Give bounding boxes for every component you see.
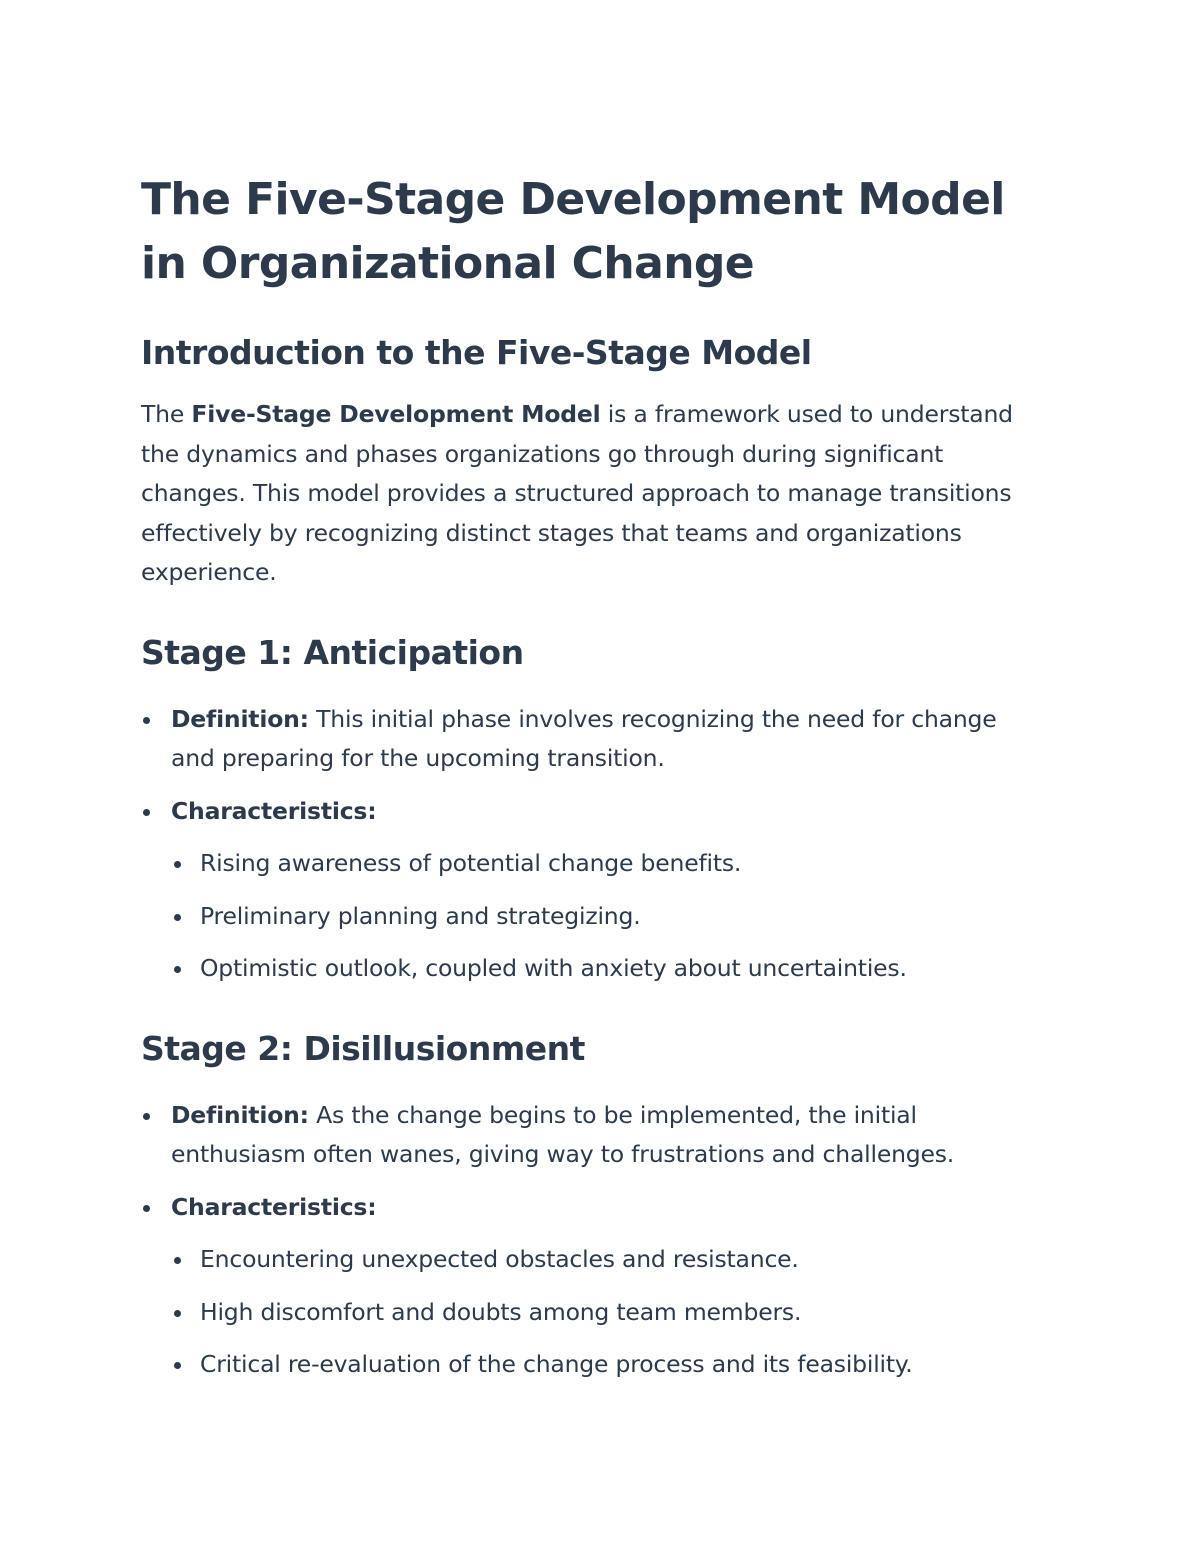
stage2-characteristics-label: Characteristics: [171,1192,377,1221]
list-item: Preliminary planning and strategizing. [171,897,1040,937]
stage1-characteristics-item [141,792,1040,989]
stage2-definition-item [141,1096,1040,1175]
stage2-characteristics-list [171,1240,1040,1385]
intro-bold-term: Five-Stage Development Model [191,400,601,428]
list-item: High discomfort and doubts among team members. [171,1293,1040,1333]
stage1-characteristics-list [171,844,1040,989]
intro-paragraph [141,395,1040,593]
stage1-characteristics-label: Characteristics: [171,796,377,825]
intro-lead: The [141,400,192,428]
stage1-definition-label: Definition: [171,704,309,733]
list-item: Encountering unexpected obstacles and resistance. [171,1240,1040,1280]
stage2-heading: Stage 2: Disillusionment [141,1028,585,1068]
stage1-list [141,700,1040,989]
page-title: The Five-Stage Development Model in Organizational Change [141,174,1005,289]
list-item: Critical re-evaluation of the change process and its feasibility. [171,1345,1040,1385]
stage2-characteristics-item [141,1188,1040,1385]
list-item: Optimistic outlook, coupled with anxiety about uncertainties. [171,949,1040,989]
stage1-heading: Stage 1: Anticipation [141,632,524,672]
stage2-definition-label: Definition: [171,1100,309,1129]
stage2-definition-text: As the change begins to be implemented, the initial enthusiasm often wanes, giving way to frustrations and challenges. [171,1100,955,1168]
stage1-definition-text: This initial phase involves recognizing the need for change and preparing for the upcoming transition. [171,704,997,772]
intro-heading: Introduction to the Five-Stage Model [141,333,812,372]
intro-rest: is a framework used to understand the dynamics and phases organizations go through during significant changes. This model provides a structured approach to manage transitions effectively by recognizing distinct stages that teams and organizations experience. [141,400,1013,586]
stage2-list [141,1096,1040,1385]
list-item: Rising awareness of potential change benefits. [171,844,1040,884]
stage1-definition-item [141,700,1040,779]
